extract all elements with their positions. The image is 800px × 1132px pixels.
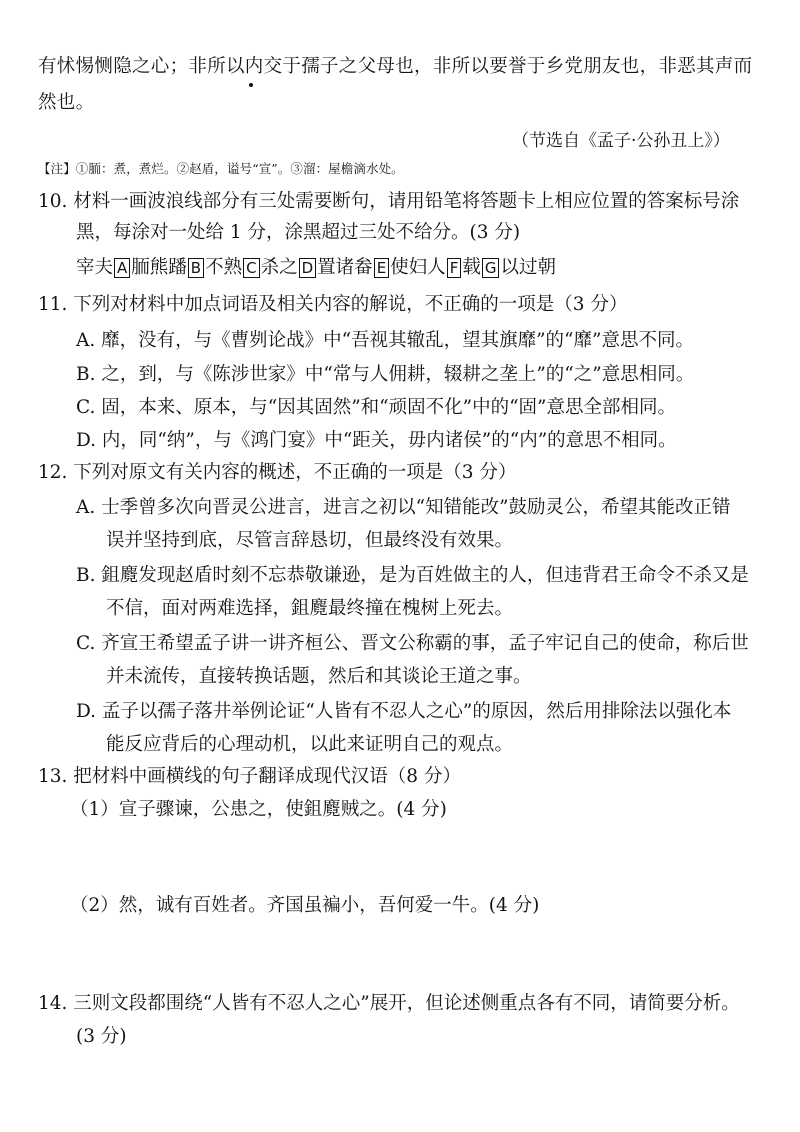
q10-segment-3: 杀之 <box>260 257 298 278</box>
q11-option-d: D. 内，同“纳”，与《鸿门宴》中“距关，毋内诸侯”的“内”的意思不相同。 <box>76 430 677 451</box>
q10-mark-b[interactable]: B <box>188 258 204 278</box>
passage-source: （节选自《孟子·公孙丑上》） <box>512 131 730 151</box>
passage-line-2: 然也。 <box>38 92 95 113</box>
q11-stem: 11. 下列对材料中加点词语及相关内容的解说，不正确的一项是（3 分） <box>38 294 628 315</box>
emphasis-dot <box>249 83 253 87</box>
q10-mark-g[interactable]: G <box>482 258 500 278</box>
q14-line-1: 14. 三则文段都围绕“人皆有不忍人之心”展开，但论述侧重点各有不同，请简要分析。 <box>38 993 740 1014</box>
q14-line-2: (3 分) <box>76 1026 127 1047</box>
q10-stem-2: 黑，每涂对一处给 1 分，涂黑超过三处不给分。(3 分) <box>76 222 521 243</box>
passage-line-1: 有怵惕恻隐之心；非所以内交于孺子之父母也，非所以要誉于乡党朋友也，非恶其声而 <box>38 56 753 77</box>
q13-stem: 13. 把材料中画横线的句子翻译成现代汉语（8 分） <box>38 766 461 787</box>
q11-option-a: A. 靡，没有，与《曹刿论战》中“吾视其辙乱，望其旗靡”的“靡”意思不同。 <box>76 330 694 351</box>
q12-option-d-line-1: D. 孟子以孺子落井举例论证“人皆有不忍人之心”的原因，然后用排除法以强化本 <box>76 701 732 722</box>
q11-option-b: B. 之，到，与《陈涉世家》中“常与人佣耕，辍耕之垄上”的“之”意思相同。 <box>76 364 695 385</box>
q13-part-2: （2）然，诚有百姓者。齐国虽褊小，吾何爱一牛。(4 分) <box>70 895 540 916</box>
q12-option-a-line-2: 误并坚持到底，尽管言辞恳切，但最终没有效果。 <box>106 530 514 551</box>
q10-segment-7: 以过朝 <box>500 257 556 278</box>
q10-segment-6: 载 <box>462 257 481 278</box>
passage-note: 【注】①胹：煮，煮烂。②赵盾，谥号“宣”。③溜：屋檐滴水处。 <box>38 161 404 176</box>
q10-segment-0: 宰夫 <box>76 257 114 278</box>
q10-mark-a[interactable]: A <box>114 258 130 278</box>
q10-segment-1: 胹熊蹯 <box>131 257 187 278</box>
q10-stem-1: 10. 材料一画波浪线部分有三处需要断句，请用铅笔将答题卡上相应位置的答案标号涂 <box>38 191 740 212</box>
q13-part-1: （1）宣子骤谏，公患之，使鉏麑贼之。(4 分) <box>70 799 447 820</box>
q10-mark-d[interactable]: D <box>299 258 317 278</box>
q12-option-d-line-2: 能反应背后的心理动机，以此来证明自己的观点。 <box>106 734 514 755</box>
q12-option-c-line-2: 并未流传，直接转换话题，然后和其谈论王道之事。 <box>106 666 532 687</box>
q10-segment-4: 置诸畚 <box>317 257 373 278</box>
q10-mark-c[interactable]: C <box>243 258 259 278</box>
q12-option-b-line-2: 不信，面对两难选择，鉏麑最终撞在槐树上死去。 <box>106 598 514 619</box>
q10-segment-5: 使妇人 <box>390 257 446 278</box>
q12-option-c-line-1: C. 齐宣王希望孟子讲一讲齐桓公、晋文公称霸的事，孟子牢记自己的使命，称后世 <box>76 633 749 654</box>
q12-option-a-line-1: A. 士季曾多次向晋灵公进言，进言之初以“知错能改”鼓励灵公，希望其能改正错 <box>76 497 731 518</box>
q12-stem: 12. 下列对原文有关内容的概述，不正确的一项是（3 分） <box>38 462 517 483</box>
q10-mark-e[interactable]: E <box>374 258 389 278</box>
q11-option-c: C. 固，本来、原本，与“因其固然”和“顽固不化”中的“固”意思全部相同。 <box>76 397 677 418</box>
q10-mark-f[interactable]: F <box>447 258 462 278</box>
q10-segment-line <box>76 258 556 278</box>
q12-option-b-line-1: B. 鉏麑发现赵盾时刻不忘恭敬谦逊，是为百姓做主的人，但违背君王命令不杀又是 <box>76 565 749 586</box>
q10-segment-2: 不熟 <box>205 257 243 278</box>
